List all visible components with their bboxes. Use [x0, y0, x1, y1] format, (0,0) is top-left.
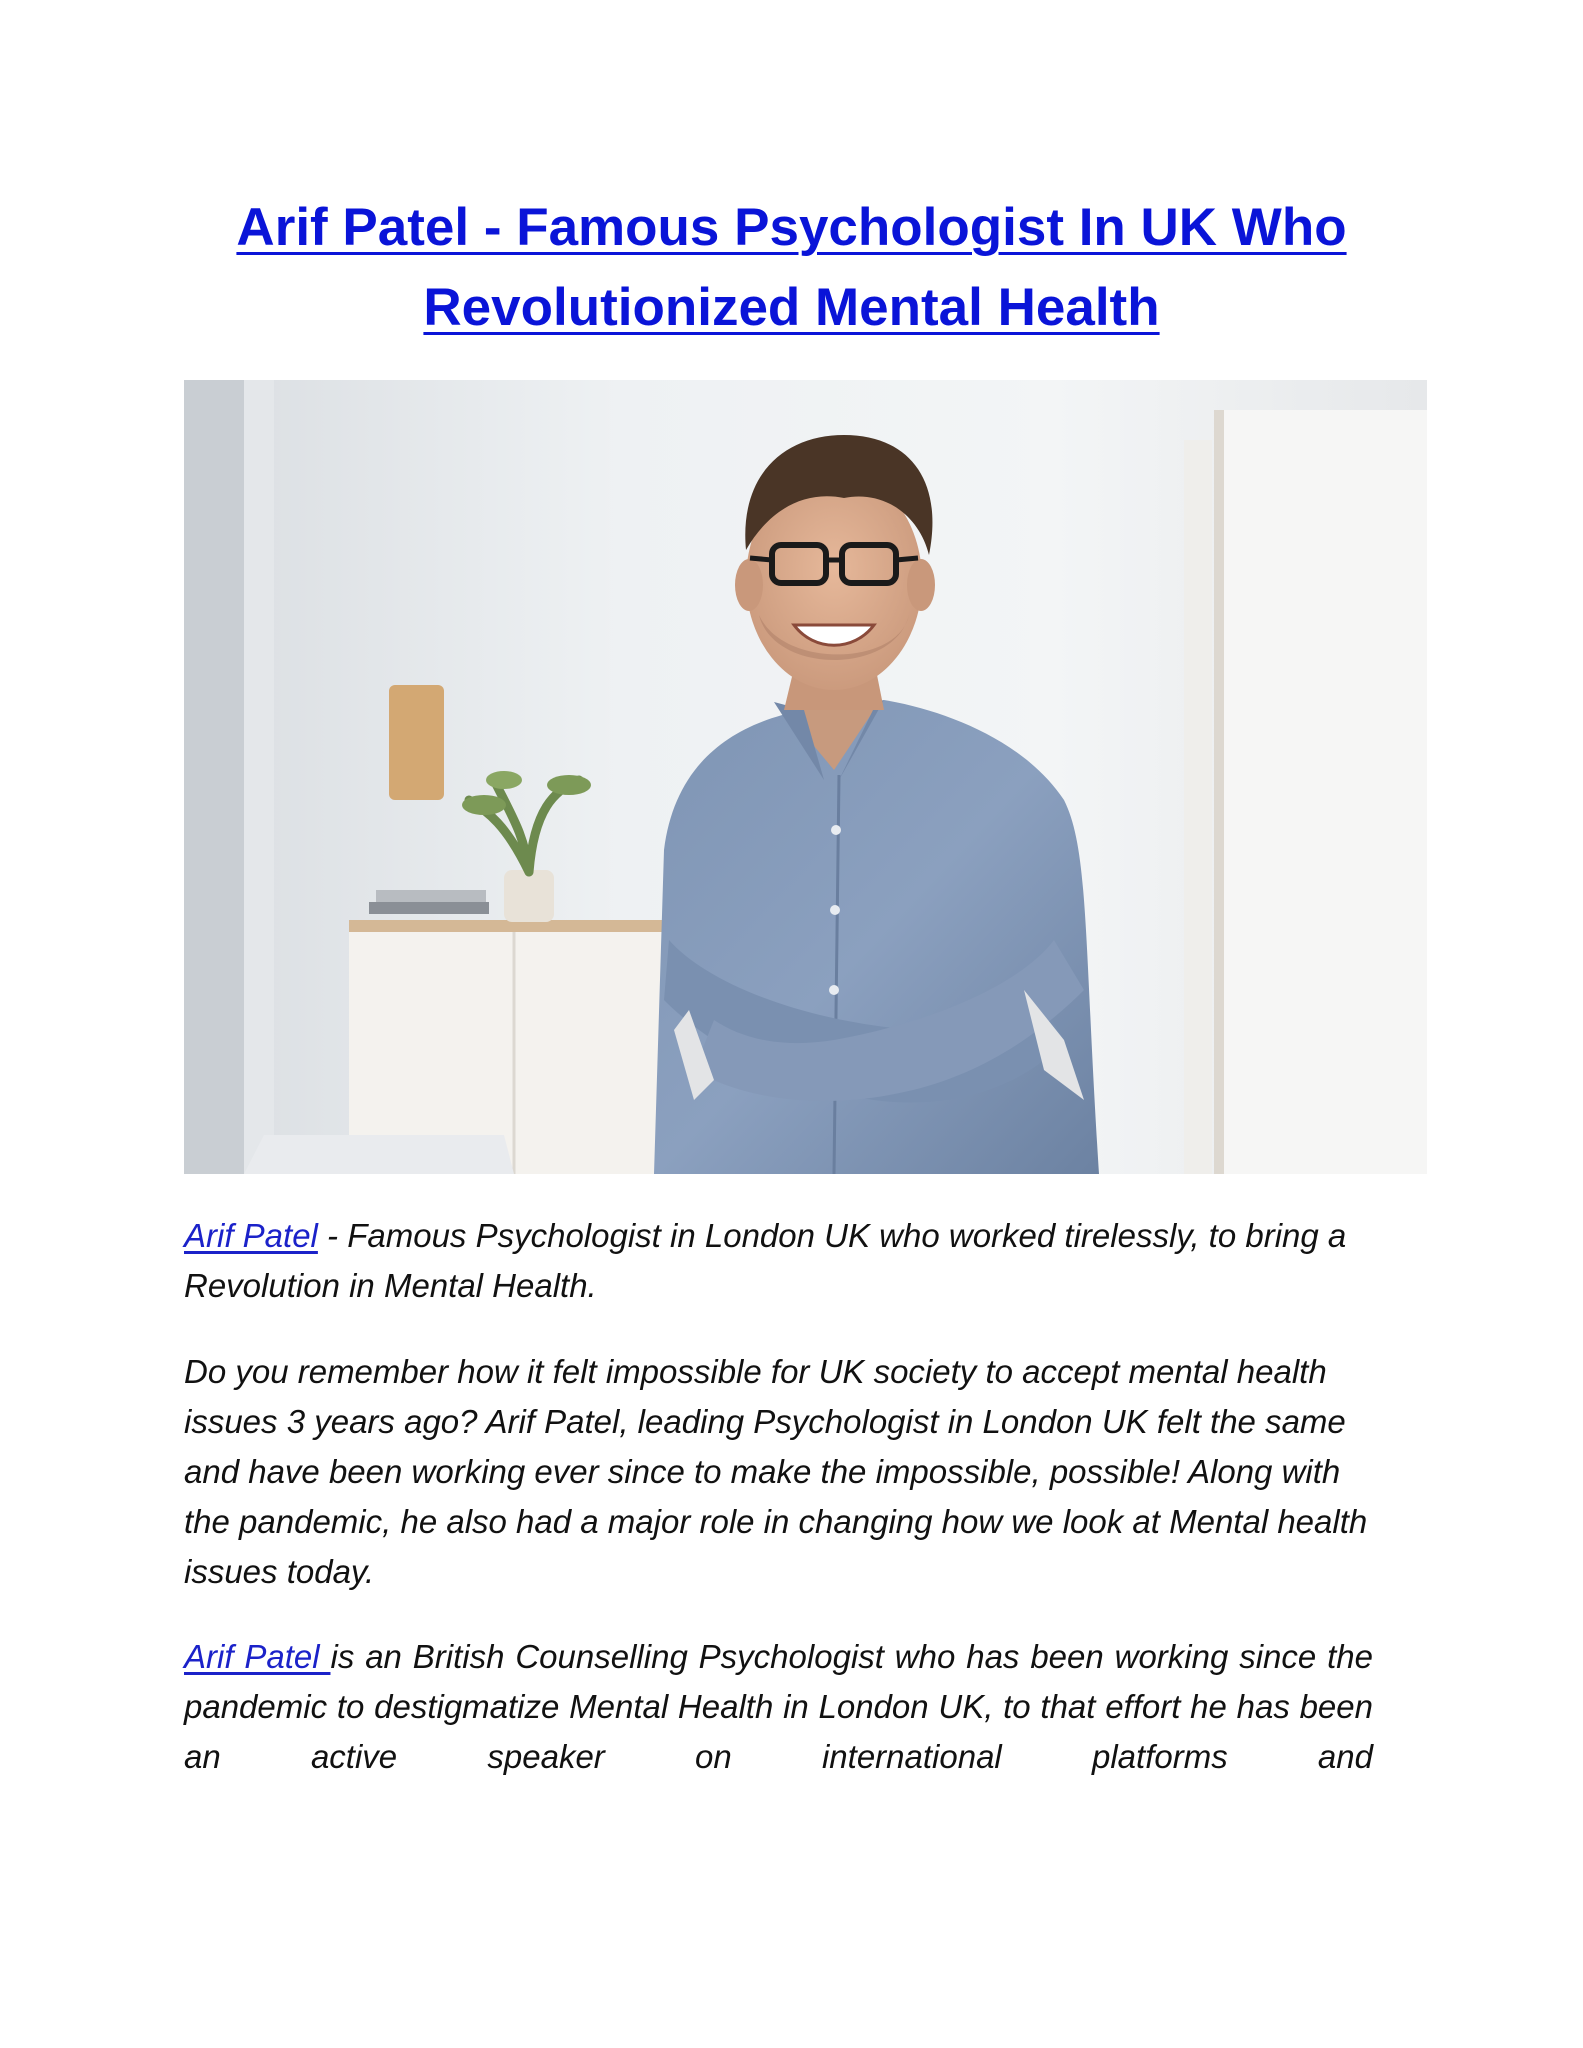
title-line-2: Revolutionized Mental Health	[423, 278, 1160, 337]
hero-image	[184, 380, 1427, 1174]
title-line-1: Arif Patel - Famous Psychologist In UK Who	[236, 198, 1347, 257]
body-paragraph-3	[184, 1632, 1373, 1782]
paragraph-3-text: is an British Counselling Psychologist who has been working since the pandemic to destigmatize Mental Health in London UK, to that effort he has been an active speaker on international platforms and	[184, 1638, 1373, 1775]
page-title	[150, 188, 1433, 348]
intro-text: - Famous Psychologist in London UK who worked tirelessly, to bring a Revolution in Mental Health.	[184, 1217, 1347, 1304]
arif-patel-link-1[interactable]: Arif Patel	[184, 1217, 318, 1254]
arif-patel-link-2[interactable]: Arif Patel	[184, 1638, 331, 1675]
title-link[interactable]	[236, 198, 1346, 337]
intro-paragraph	[184, 1211, 1373, 1311]
body-paragraph-2	[184, 1347, 1373, 1597]
paragraph-2-text: Do you remember how it felt impossible for UK society to accept mental health issues 3 years ago? Arif Patel, leading Psychologist in London UK felt the same and have been working ever since to make the impossible, possible! Along with the pandemic, he also had a major role in changing how we look at Mental health issues today.	[184, 1353, 1368, 1590]
